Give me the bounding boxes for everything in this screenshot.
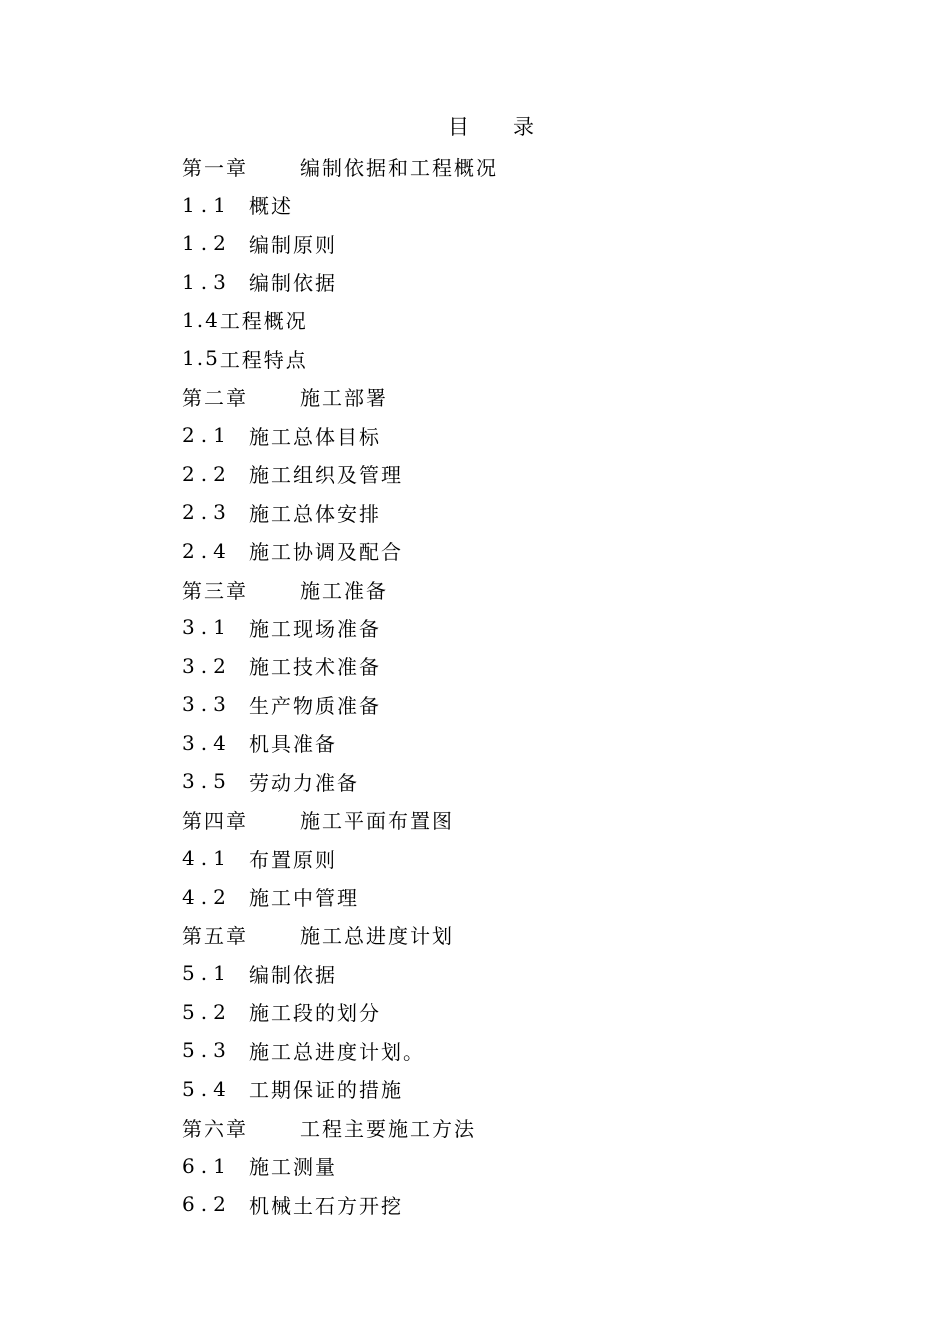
toc-section-entry: [182, 455, 882, 493]
toc-entry-title: 施工段的划分: [249, 1001, 381, 1026]
toc-entry-title: 施工测量: [249, 1155, 337, 1180]
toc-entry-number: 5.1: [182, 961, 232, 986]
toc-section-entry: [182, 339, 882, 377]
toc-entry-number: 2.1: [182, 423, 232, 448]
toc-section-entry: [182, 262, 882, 300]
toc-entry-title: 施工现场准备: [249, 616, 381, 641]
toc-title: [448, 112, 534, 142]
toc-entry-title: 机具准备: [249, 732, 337, 757]
toc-entry-number: 2.2: [182, 461, 232, 486]
toc-entry-title: 劳动力准备: [249, 770, 359, 795]
toc-entry-title: 工程特点: [219, 347, 308, 372]
toc-chapter-entry: [182, 800, 882, 838]
toc-entry-number: 第三章: [182, 578, 248, 603]
toc-entry-number: 3.1: [182, 615, 232, 640]
toc-entry-number: 第四章: [182, 809, 248, 834]
toc-entry-title: 施工总进度计划: [300, 924, 454, 949]
toc-section-entry: [182, 647, 882, 685]
toc-section-entry: [182, 993, 882, 1031]
toc-section-entry: [182, 839, 882, 877]
toc-section-entry: [182, 224, 882, 262]
toc-entry-title: 概述: [249, 194, 293, 219]
toc-entry-title: 机械土石方开挖: [249, 1193, 403, 1218]
toc-section-entry: [182, 762, 882, 800]
toc-entry-number: 5.3: [182, 1038, 232, 1063]
toc-entry-title: 施工准备: [300, 578, 388, 603]
toc-entry-number: 2.3: [182, 500, 232, 525]
toc-entry-title: 施工协调及配合: [249, 540, 403, 565]
toc-entry-number: 3.5: [182, 769, 232, 794]
toc-entry-number: 4.1: [182, 846, 232, 871]
toc-title-part2: 录: [513, 115, 534, 139]
toc-entry-number: 6.2: [182, 1192, 232, 1217]
toc-section-entry: [182, 954, 882, 992]
toc-entry-number: 1.2: [182, 231, 232, 256]
toc-entry-number: 3.2: [182, 653, 232, 678]
toc-section-entry: [182, 1146, 882, 1184]
toc-entry-title: 工程主要施工方法: [300, 1116, 476, 1141]
toc-section-entry: [182, 1185, 882, 1223]
toc-entry-title: 施工中管理: [249, 886, 359, 911]
toc-chapter-entry: [182, 916, 882, 954]
toc-entry-title: 施工部署: [300, 386, 388, 411]
toc-entry-number: 5.4: [182, 1076, 232, 1101]
toc-entry-title: 编制原则: [249, 232, 337, 257]
toc-entry-number: 1.4: [182, 307, 220, 332]
toc-title-part1: 目: [448, 115, 469, 139]
toc-section-entry: [182, 1031, 882, 1069]
toc-section-entry: [182, 685, 882, 723]
toc-entry-title: 施工总进度计划。: [249, 1039, 425, 1064]
toc-entry-title: 施工技术准备: [249, 655, 381, 680]
toc-entry-title: 编制依据和工程概况: [300, 155, 498, 180]
toc-entry-title: 编制依据: [249, 271, 337, 296]
toc-entry-title: 施工组织及管理: [249, 463, 403, 488]
toc-chapter-entry: [182, 147, 882, 185]
toc-entry-number: 1.3: [182, 269, 232, 294]
toc-entry-number: 第五章: [182, 924, 248, 949]
toc-entry-title: 施工总体安排: [249, 501, 381, 526]
toc-entry-title: 工期保证的措施: [249, 1078, 403, 1103]
toc-entry-number: 2.4: [182, 538, 232, 563]
toc-entry-number: 3.4: [182, 730, 232, 755]
toc-section-entry: [182, 724, 882, 762]
toc-entry-number: 第一章: [182, 155, 248, 180]
toc-entry-title: 生产物质准备: [249, 693, 381, 718]
toc-entry-number: 第二章: [182, 386, 248, 411]
toc-list: [182, 147, 882, 1223]
toc-section-entry: [182, 301, 882, 339]
toc-entry-number: 3.3: [182, 692, 232, 717]
toc-section-entry: [182, 1070, 882, 1108]
toc-entry-number: 4.2: [182, 884, 232, 909]
toc-section-entry: [182, 877, 882, 915]
toc-entry-number: 1.5: [182, 346, 220, 371]
toc-section-entry: [182, 416, 882, 454]
toc-section-entry: [182, 531, 882, 569]
toc-entry-title: 施工平面布置图: [300, 809, 454, 834]
toc-entry-number: 1.1: [182, 192, 232, 217]
toc-entry-number: 5.2: [182, 999, 232, 1024]
toc-entry-number: 6.1: [182, 1153, 232, 1178]
toc-entry-number: 第六章: [182, 1116, 248, 1141]
toc-entry-title: 施工总体目标: [249, 424, 381, 449]
toc-section-entry: [182, 493, 882, 531]
toc-chapter-entry: [182, 1108, 882, 1146]
toc-chapter-entry: [182, 378, 882, 416]
toc-section-entry: [182, 608, 882, 646]
toc-entry-title: 工程概况: [219, 309, 308, 334]
toc-section-entry: [182, 185, 882, 223]
toc-chapter-entry: [182, 570, 882, 608]
toc-entry-title: 布置原则: [249, 847, 337, 872]
toc-entry-title: 编制依据: [249, 962, 337, 987]
